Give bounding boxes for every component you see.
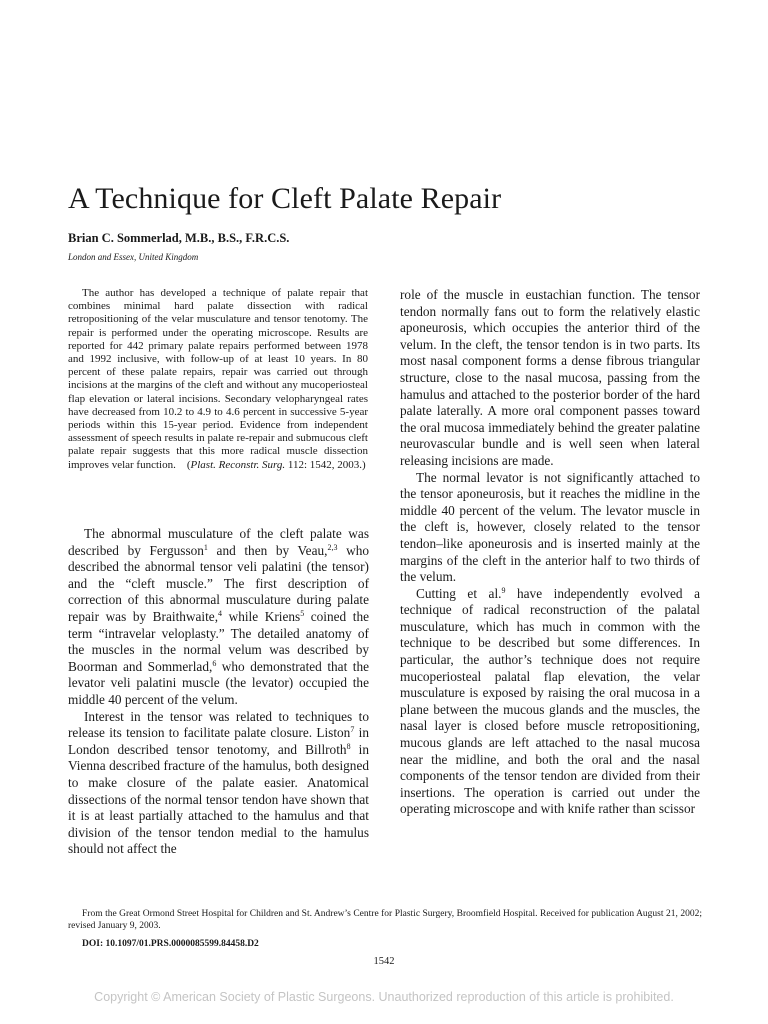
- reference-mark: 7: [350, 725, 355, 735]
- footnote: From the Great Ormond Street Hospital for Children and St. Andrew’s Centre for Plastic Surgery, Broomfield Hospital. Received for publication August 21, 2002; revised January 9, 2003.: [68, 909, 702, 931]
- body-paragraph: Cutting et al.$^9$ have independently evolved a technique of radical reconstruction of the palatal musculature, which has much in common with the technique to be described but some differences. In particular, the author’s technique does not require mucoperiosteal palatal flap elevation, the velar musculature is exposed by raising the oral mucosa in a plane between the mucous glands and the muscles, the nasal layer is closed before muscle retropositioning, mucous glands are left attached to the nasal mucosa near the midline, and both the oral and the nasal components of the tensor tendon are divided from their insertions. The operation is carried out under the operating microscope and with knife rather than scissor: [400, 585, 700, 817]
- page-number: 1542: [373, 956, 395, 967]
- reference-mark: 1: [203, 542, 208, 552]
- author-line: Brian C. Sommerlad, M.B., B.S., F.R.C.S.: [68, 231, 290, 245]
- abstract: [68, 287, 368, 472]
- body-paragraph: The abnormal musculature of the cleft palate was described by Fergusson$^1$ and then by Veau,$^{2,3}$ who described the abnormal tensor veli palatini (the tensor) and the “cleft muscle.” The first description of correction of this abnormal musculature during palate repair was by Braithwaite,$^4$ while Kriens$^5$ coined the term “intravelar veloplasty.” The detailed anatomy of the muscles in the normal velum was described by Boorman and Sommerlad,$^6$ who demonstrated that the levator veli palatini muscle (the levator) occupied the middle 40 percent of the velum.: [68, 526, 370, 707]
- article-title: A Technique for Cleft Palate Repair: [68, 182, 502, 215]
- reference-mark: 6: [212, 658, 217, 668]
- reference-mark: 5: [300, 608, 305, 618]
- reference-mark: 2,3: [327, 542, 338, 552]
- body-column-right: [400, 287, 700, 818]
- reference-mark: 4: [218, 608, 223, 618]
- citation-journal: Plast. Reconstr. Surg.: [190, 458, 286, 471]
- doi-line: DOI: 10.1097/01.PRS.0000085599.84458.D2: [82, 939, 259, 949]
- reference-mark: 9: [501, 585, 506, 595]
- abstract-citation: (Plast. Reconstr. Surg. 112: 1542, 2003.): [186, 458, 366, 471]
- body-paragraph: The normal levator is not significantly attached to the tensor aponeurosis, but it reaches the midline in the middle 40 percent of the velum. The levator muscle in the cleft is, however, closely related to the tensor tendon–like aponeurosis and is inserted mainly at the margins of the cleft in the anterior half to two thirds of the velum.: [400, 469, 700, 585]
- author-affiliation: London and Essex, United Kingdom: [68, 252, 199, 262]
- body-paragraph: Interest in the tensor was related to techniques to release its tension to facilitate palate closure. Liston$^7$ in London described tensor tenotomy, and Billroth$^8$ in Vienna described fracture of the hamulus, both designed to make closure of the palate easier. Anatomical dissections of the normal tensor tendon have shown that it is at least partially attached to the hamulus and that division of the tensor tendon medial to the hamulus should not affect the: [68, 708, 370, 857]
- body-paragraph: role of the muscle in eustachian function. The tensor tendon normally fans out to form the relatively elastic aponeurosis, which occupies the anterior third of the velum. In the cleft, the tensor tendon is in two parts. Its most nasal component forms a dense fibrous triangular structure, close to the nasal mucosa, passing from the hamulus and attached to the posterior border of the hard palate laterally. A more oral component passes toward the oral mucosa immediately behind the greater palatine neurovascular bundle and is well seen when lateral releasing incisions are made.: [400, 287, 700, 468]
- copyright-notice: Copyright © American Society of Plastic Surgeons. Unauthorized reproduction of this article is prohibited.: [94, 990, 674, 1004]
- body-column-left: [68, 526, 369, 858]
- abstract-text: The author has developed a technique of palate repair that combines minimal hard palate dissection with radical retropositioning of the velar musculature and tensor tenotomy. The repair is performed under the operating microscope. Results are reported for 442 primary palate repairs performed between 1978 and 1992 inclusive, with follow-up of at least 10 years. In 80 percent of these palate repairs, repair was carried out through incisions at the margins of the cleft and without any mucoperiosteal flap elevation or lateral incisions. Secondary velopharyngeal rates have decreased from 10.2 to 4.9 to 4.6 percent in successive 5-year periods within this 15-year period. Evidence from independent assessment of speech results in palate re-repair and submucous cleft palate repair suggests that this more radical muscle dissection improves velar function.: [68, 287, 368, 471]
- reference-mark: 8: [346, 741, 351, 751]
